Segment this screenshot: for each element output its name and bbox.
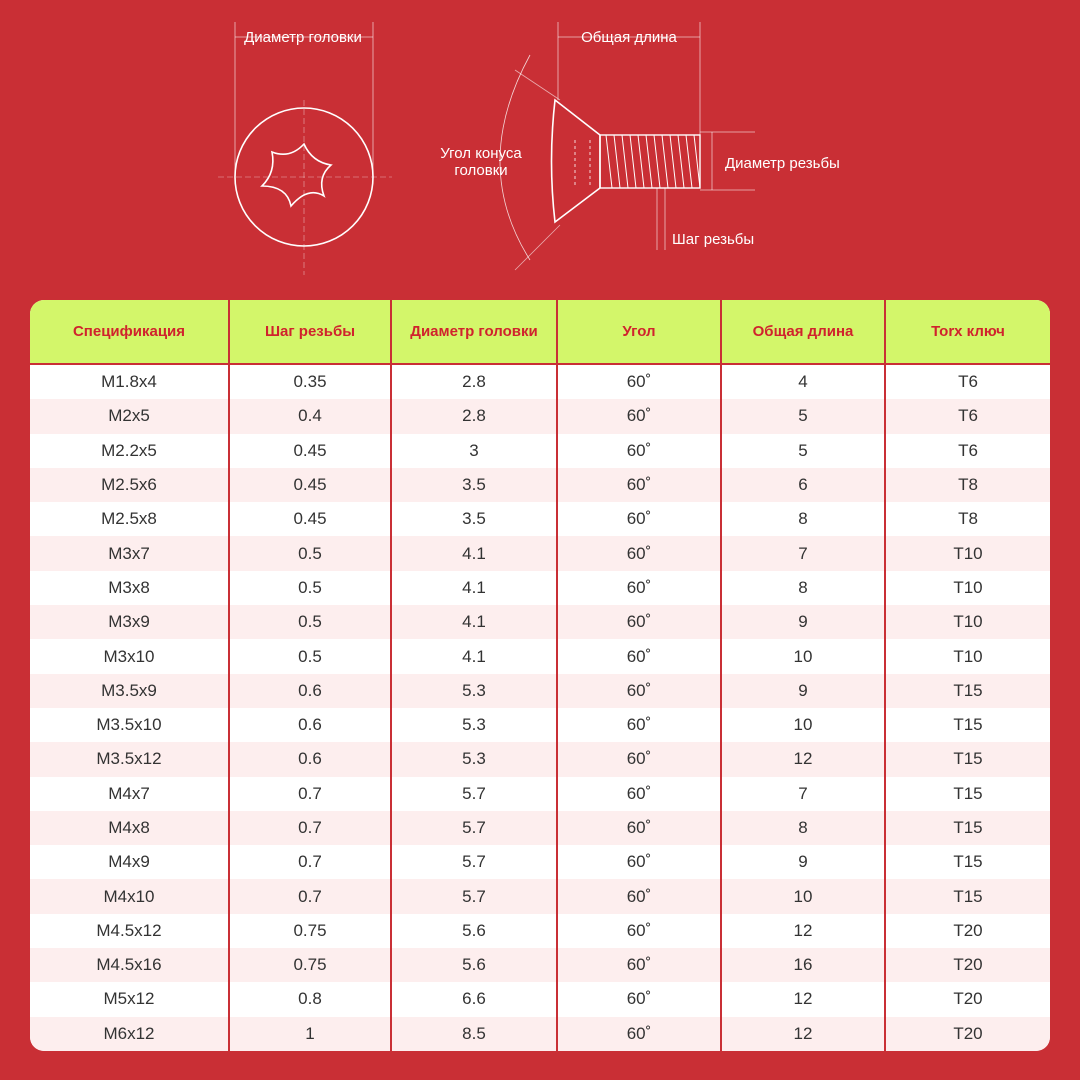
pitch-cell: 0.75 [229,914,391,948]
torx-cell: T6 [885,399,1050,433]
length-cell: 9 [721,605,885,639]
spec-cell: M3x10 [30,639,229,673]
length-cell: 7 [721,536,885,570]
head-diameter-label: Диаметр головки [244,29,362,46]
spec-cell: M2.2x5 [30,434,229,468]
angle-cell: 60˚ [557,742,721,776]
spec-cell: M2.5x8 [30,502,229,536]
length-cell: 12 [721,914,885,948]
table-row [30,468,1050,502]
spec-cell: M4x8 [30,811,229,845]
head-diameter-cell: 3.5 [391,502,557,536]
spec-table-container [30,300,1050,1051]
table-row [30,1017,1050,1051]
torx-cell: T20 [885,1017,1050,1051]
head-diameter-cell: 5.3 [391,708,557,742]
table-row [30,914,1050,948]
pitch-cell: 0.75 [229,948,391,982]
length-cell: 8 [721,811,885,845]
torx-cell: T8 [885,468,1050,502]
spec-cell: M4x7 [30,777,229,811]
length-cell: 5 [721,399,885,433]
angle-cell: 60˚ [557,674,721,708]
spec-cell: M6x12 [30,1017,229,1051]
pitch-cell: 0.4 [229,399,391,433]
torx-cell: T15 [885,879,1050,913]
head-diameter-cell: 5.7 [391,879,557,913]
pitch-cell: 0.6 [229,708,391,742]
angle-cell: 60˚ [557,639,721,673]
torx-cell: T15 [885,777,1050,811]
angle-cell: 60˚ [557,434,721,468]
cone-angle-label-line2: головки [454,162,508,179]
head-diameter-cell: 8.5 [391,1017,557,1051]
length-cell: 7 [721,777,885,811]
spec-cell: M4x10 [30,879,229,913]
angle-cell: 60˚ [557,364,721,399]
col-angle-header: Угол [557,300,721,364]
screw-head-profile [552,100,601,222]
pitch-cell: 0.45 [229,434,391,468]
table-row [30,502,1050,536]
angle-cell: 60˚ [557,468,721,502]
angle-cell: 60˚ [557,605,721,639]
pitch-cell: 0.8 [229,982,391,1016]
head-diameter-cell: 3 [391,434,557,468]
table-row [30,845,1050,879]
table-body [30,364,1050,1051]
spec-cell: M3.5x12 [30,742,229,776]
col-length-header: Общая длина [721,300,885,364]
head-diameter-cell: 4.1 [391,639,557,673]
length-cell: 5 [721,434,885,468]
spec-cell: M3x7 [30,536,229,570]
angle-cell: 60˚ [557,948,721,982]
thread-diameter-label: Диаметр резьбы [725,155,840,172]
angle-cell: 60˚ [557,708,721,742]
pitch-cell: 0.7 [229,777,391,811]
table-row [30,571,1050,605]
length-cell: 8 [721,571,885,605]
torx-cell: T20 [885,982,1050,1016]
table-row [30,674,1050,708]
torx-cell: T6 [885,364,1050,399]
cone-angle-label-line1: Угол конуса [440,145,522,162]
head-diameter-cell: 5.3 [391,742,557,776]
table-header-row [30,300,1050,364]
table-row [30,639,1050,673]
torx-cell: T10 [885,536,1050,570]
head-diameter-cell: 5.7 [391,811,557,845]
head-diameter-cell: 5.6 [391,948,557,982]
head-diameter-cell: 4.1 [391,571,557,605]
angle-cell: 60˚ [557,879,721,913]
total-length-label: Общая длина [581,29,677,46]
pitch-cell: 0.7 [229,811,391,845]
angle-cell: 60˚ [557,1017,721,1051]
head-diameter-cell: 5.7 [391,845,557,879]
spec-cell: M3.5x9 [30,674,229,708]
table-row [30,777,1050,811]
torx-star-icon [262,144,331,206]
pitch-cell: 0.5 [229,571,391,605]
table-row [30,982,1050,1016]
pitch-cell: 0.5 [229,536,391,570]
table-row [30,879,1050,913]
pitch-cell: 0.35 [229,364,391,399]
pitch-cell: 0.45 [229,502,391,536]
torx-cell: T10 [885,571,1050,605]
pitch-cell: 0.5 [229,605,391,639]
table-row [30,811,1050,845]
col-spec-header: Спецификация [30,300,229,364]
length-cell: 12 [721,742,885,776]
pitch-cell: 0.45 [229,468,391,502]
table-row [30,434,1050,468]
length-cell: 10 [721,879,885,913]
torx-cell: T15 [885,845,1050,879]
spec-cell: M2.5x6 [30,468,229,502]
length-cell: 9 [721,674,885,708]
length-cell: 16 [721,948,885,982]
torx-cell: T10 [885,605,1050,639]
spec-cell: M3x8 [30,571,229,605]
head-diameter-cell: 3.5 [391,468,557,502]
head-diameter-cell: 5.6 [391,914,557,948]
pitch-cell: 0.6 [229,674,391,708]
table-row [30,605,1050,639]
angle-cell: 60˚ [557,399,721,433]
pitch-cell: 0.7 [229,879,391,913]
torx-cell: T15 [885,742,1050,776]
torx-cell: T8 [885,502,1050,536]
pitch-cell: 1 [229,1017,391,1051]
angle-cell: 60˚ [557,914,721,948]
angle-cell: 60˚ [557,811,721,845]
col-pitch-header: Шаг резьбы [229,300,391,364]
thread-pitch-label: Шаг резьбы [672,231,755,248]
spec-cell: M4.5x12 [30,914,229,948]
length-cell: 4 [721,364,885,399]
head-diameter-cell: 2.8 [391,364,557,399]
length-cell: 8 [721,502,885,536]
angle-cell: 60˚ [557,536,721,570]
torx-cell: T15 [885,811,1050,845]
spec-table [30,300,1050,1051]
screw-diagram [0,0,1080,290]
head-diameter-cell: 4.1 [391,605,557,639]
spec-cell: M1.8x4 [30,364,229,399]
table-row [30,948,1050,982]
angle-cell: 60˚ [557,571,721,605]
spec-cell: M4x9 [30,845,229,879]
head-diameter-cell: 2.8 [391,399,557,433]
torx-cell: T20 [885,948,1050,982]
screw-thread [606,135,700,188]
angle-cell: 60˚ [557,502,721,536]
length-cell: 12 [721,1017,885,1051]
spec-cell: M4.5x16 [30,948,229,982]
head-diameter-cell: 5.7 [391,777,557,811]
col-head-diameter-header: Диаметр головки [391,300,557,364]
head-diameter-cell: 6.6 [391,982,557,1016]
torx-cell: T15 [885,674,1050,708]
torx-cell: T15 [885,708,1050,742]
spec-cell: M2x5 [30,399,229,433]
spec-cell: M3x9 [30,605,229,639]
torx-cell: T10 [885,639,1050,673]
table-row [30,364,1050,399]
angle-cell: 60˚ [557,777,721,811]
head-diameter-cell: 4.1 [391,536,557,570]
length-cell: 9 [721,845,885,879]
head-diameter-cell: 5.3 [391,674,557,708]
spec-cell: M3.5x10 [30,708,229,742]
torx-cell: T20 [885,914,1050,948]
length-cell: 12 [721,982,885,1016]
table-row [30,536,1050,570]
table-row [30,399,1050,433]
pitch-cell: 0.6 [229,742,391,776]
length-cell: 10 [721,708,885,742]
torx-cell: T6 [885,434,1050,468]
angle-cell: 60˚ [557,982,721,1016]
table-row [30,742,1050,776]
angle-cell: 60˚ [557,845,721,879]
pitch-cell: 0.5 [229,639,391,673]
table-row [30,708,1050,742]
col-torx-header: Torx ключ [885,300,1050,364]
pitch-cell: 0.7 [229,845,391,879]
spec-cell: M5x12 [30,982,229,1016]
length-cell: 10 [721,639,885,673]
length-cell: 6 [721,468,885,502]
